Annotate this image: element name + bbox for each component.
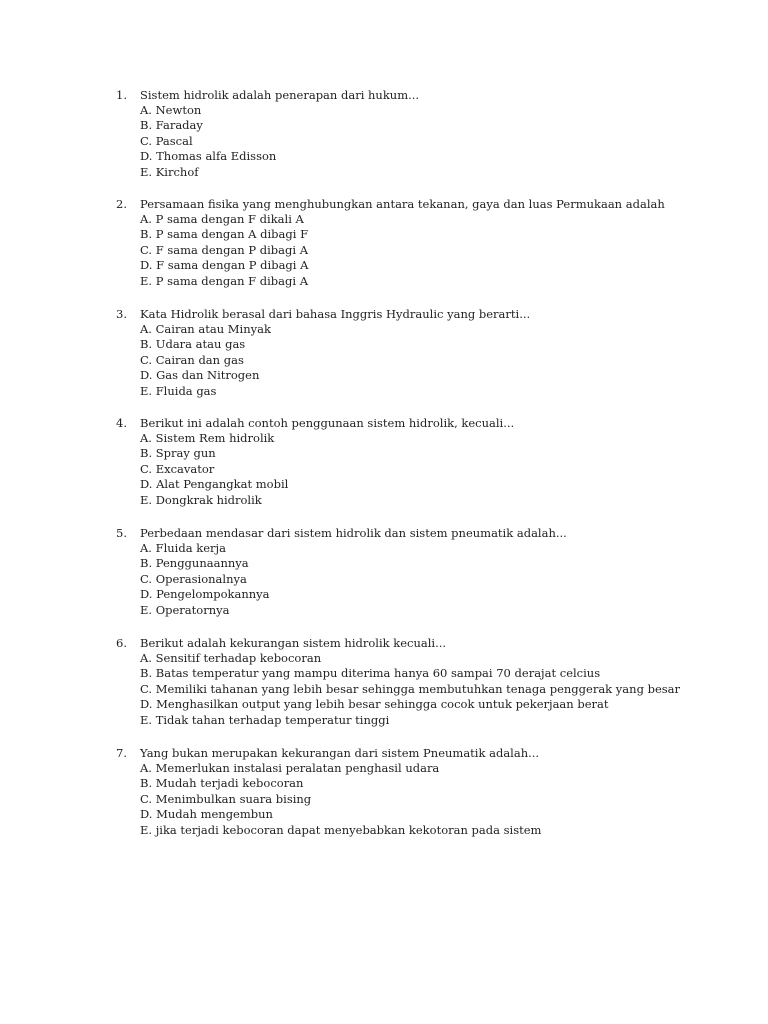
option-a: A. Cairan atau Minyak [140,322,271,336]
option-c: C. Pascal [140,133,193,148]
question-number: 2. [116,197,127,211]
option-e: E. Dongkrak hidrolik [140,492,262,507]
option-e: E. Kirchof [140,164,199,179]
question-6 [116,635,736,728]
question-5 [116,525,736,618]
question-number: 4. [116,416,127,430]
question-text: Kata Hidrolik berasal dari bahasa Inggris Hydraulic yang berarti... [140,307,531,321]
option-list [116,431,736,508]
question-number: 1. [116,88,127,102]
option-c: C. Menimbulkan suara bising [140,791,312,806]
option-e: E. Tidak tahan terhadap temperatur tinggi [140,712,390,727]
question-number: 5. [116,526,127,540]
option-list [116,322,736,399]
question-text: Yang bukan merupakan kekurangan dari sistem Pneumatik adalah... [140,746,540,760]
option-a: A. Fluida kerja [140,541,226,555]
question-3 [116,306,736,399]
question-text: Perbedaan mendasar dari sistem hidrolik dan sistem pneumatik adalah... [140,526,567,540]
option-d: D. Gas dan Nitrogen [140,368,260,383]
option-a: A. Sensitif terhadap kebocoran [140,651,322,665]
option-e: E. jika terjadi kebocoran dapat menyebabkan kekotoran pada sistem [140,822,542,837]
question-text: Berikut ini adalah contoh penggunaan sistem hidrolik, kecuali... [140,416,515,430]
option-d: D. Thomas alfa Edisson [140,149,277,164]
option-b: B. Mudah terjadi kebocoran [140,776,304,791]
option-b: B. Spray gun [140,446,216,461]
option-d: D. F sama dengan P dibagi A [140,258,309,273]
option-d: D. Alat Pengangkat mobil [140,477,289,492]
question-1 [116,87,736,180]
option-a: A. Memerlukan instalasi peralatan penghasil udara [140,761,440,775]
option-a: A. Sistem Rem hidrolik [140,431,275,445]
option-a: A. Newton [140,103,202,117]
option-list [116,103,736,180]
option-c: C. F sama dengan P dibagi A [140,242,309,257]
option-b: B. Udara atau gas [140,337,246,352]
option-c: C. Cairan dan gas [140,352,244,367]
option-list [116,651,736,728]
option-b: B. Batas temperatur yang mampu diterima hanya 60 sampai 70 derajat celcius [140,666,601,681]
option-e: E. P sama dengan F dibagi A [140,273,309,288]
option-list [116,761,736,838]
option-d: D. Pengelompokannya [140,587,270,602]
question-2 [116,196,736,289]
option-b: B. Faraday [140,118,203,133]
option-c: C. Excavator [140,461,215,476]
option-list [116,541,736,618]
option-a: A. P sama dengan F dikali A [140,212,304,226]
option-e: E. Operatornya [140,602,230,617]
question-text: Persamaan fisika yang menghubungkan antara tekanan, gaya dan luas Permukaan adalah [140,197,665,211]
option-b: B. P sama dengan A dibagi F [140,227,309,242]
option-list [116,212,736,289]
question-7 [116,745,736,838]
option-d: D. Mudah mengembun [140,807,273,822]
question-number: 6. [116,636,127,650]
question-4 [116,415,736,508]
option-c: C. Memiliki tahanan yang lebih besar sehingga membutuhkan tenaga penggerak yang besar [140,681,681,696]
option-e: E. Fluida gas [140,383,217,398]
question-number: 3. [116,307,127,321]
option-d: D. Menghasilkan output yang lebih besar sehingga cocok untuk pekerjaan berat [140,697,609,712]
question-number: 7. [116,746,127,760]
question-text: Sistem hidrolik adalah penerapan dari hukum... [140,88,420,102]
option-b: B. Penggunaannya [140,556,249,571]
question-text: Berikut adalah kekurangan sistem hidrolik kecuali... [140,636,447,650]
option-c: C. Operasionalnya [140,571,247,586]
